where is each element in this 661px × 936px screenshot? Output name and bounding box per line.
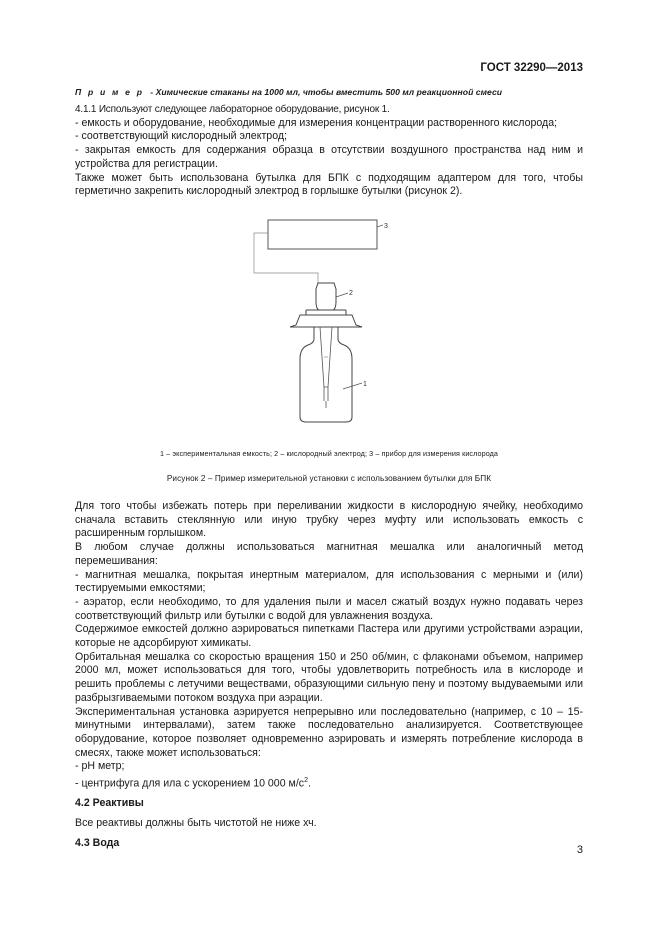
list-item-centrifuge: - центрифуга для ила с ускорением 10 000 $м/с^2$. bbox=[75, 777, 311, 790]
label-2: 2 bbox=[349, 290, 353, 297]
label-3: 3 bbox=[384, 223, 388, 230]
section-title-water: 4.3 Вода bbox=[75, 836, 120, 849]
electrode-cable bbox=[254, 233, 318, 283]
aeration-section bbox=[75, 500, 583, 850]
oxygen-electrode bbox=[316, 283, 336, 310]
list-item: - аэратор, если необходимо, то для удаления пыли и масел сжатый воздух нужно подавать через соответствующий фильтр или бутылки с водой для увлажнения воздуха. bbox=[75, 595, 583, 622]
page-number: 3 bbox=[576, 844, 583, 856]
example-note bbox=[75, 87, 585, 97]
paragraph: Содержимое емкостей должно аэрироваться пипетками Пастера или другими устройствами аэрации, которые не адсорбируют химикаты. bbox=[75, 623, 583, 650]
list-item: - соответствующий кислородный электрод; bbox=[75, 130, 287, 143]
paragraph-4-1-1: 4.1.1 Используют следующее лабораторное оборудование, рисунок 1. bbox=[75, 104, 390, 115]
section-title-reagents: 4.2 Реактивы bbox=[75, 797, 144, 810]
label-1: 1 bbox=[363, 381, 367, 388]
list-item: - магнитная мешалка, покрытая инертным материалом, для использования с мерными и (или) тестируемыми емкостями; bbox=[75, 568, 583, 595]
paragraph: Орбитальная мешалка со скоростью вращения 150 и 250 об/мин, с флаконами объемом, например 2000 мл, может использоваться для того, чтобы удовлетворить потребность ила в кислороде и решить проблемы с летучими веществами, образующими сильную пену и поэтому выдуваемыми или разбрызгиваемыми потоком воздуха при аэрации. bbox=[75, 650, 583, 704]
experimental-bottle bbox=[300, 345, 352, 422]
paragraph-reagents: Все реактивы должны быть чистотой не ниже хч. bbox=[75, 817, 317, 829]
list-item: - pH метр; bbox=[75, 760, 125, 773]
measurement-setup-figure bbox=[240, 217, 420, 445]
equipment-section bbox=[75, 103, 583, 199]
oxygen-meter-device bbox=[268, 220, 377, 249]
list-item: - емкость и оборудование, необходимые для измерения концентрации растворенного кислорода; bbox=[75, 116, 558, 129]
paragraph: В любом случае должны использоваться магнитная мешалка или аналогичный метод перемешивания: bbox=[75, 541, 583, 567]
paragraph: Экспериментальная установка аэрируется непрерывно или последовательно (например, с 10 – 15-минутными интервалами), затем также последовательно анализируется. Соответствующее оборудование, которое позволяет одновременно аэрировать и измерять потребление кислорода в смесях, также может использоваться: bbox=[75, 705, 583, 759]
figure-legend: 1 – экспериментальная емкость; 2 – кислородный электрод; 3 – прибор для измерения кислорода bbox=[159, 449, 499, 458]
paragraph-bpk-bottle: Также может быть использована бутылка для БПК с подходящим адаптером для того, чтобы герметично закрепить кислородный электрод в горлышке бутылки (рисунок 2). bbox=[75, 171, 583, 198]
bottle-adapter bbox=[290, 315, 362, 327]
paragraph: Для того чтобы избежать потерь при переливании жидкости в кислородную ячейку, необходимо сначала вставить стеклянную или иную трубку через муфту или использовать емкость с расширенным горлышком. bbox=[75, 500, 583, 540]
example-note-text: - Химические стаканы на 1000 мл, чтобы вместить 500 мл реакционной смеси bbox=[150, 87, 503, 97]
figure-caption: Рисунок 2 – Пример измерительной установки с использованием бутылки для БПК bbox=[166, 474, 492, 483]
list-item: - закрытая емкость для содержания образца в отсутствии воздушного пространства над ним и устройства для регистрации. bbox=[75, 144, 583, 170]
standard-header: ГОСТ 32290—2013 bbox=[480, 62, 583, 74]
example-note-lead: П р и м е р bbox=[75, 87, 145, 97]
